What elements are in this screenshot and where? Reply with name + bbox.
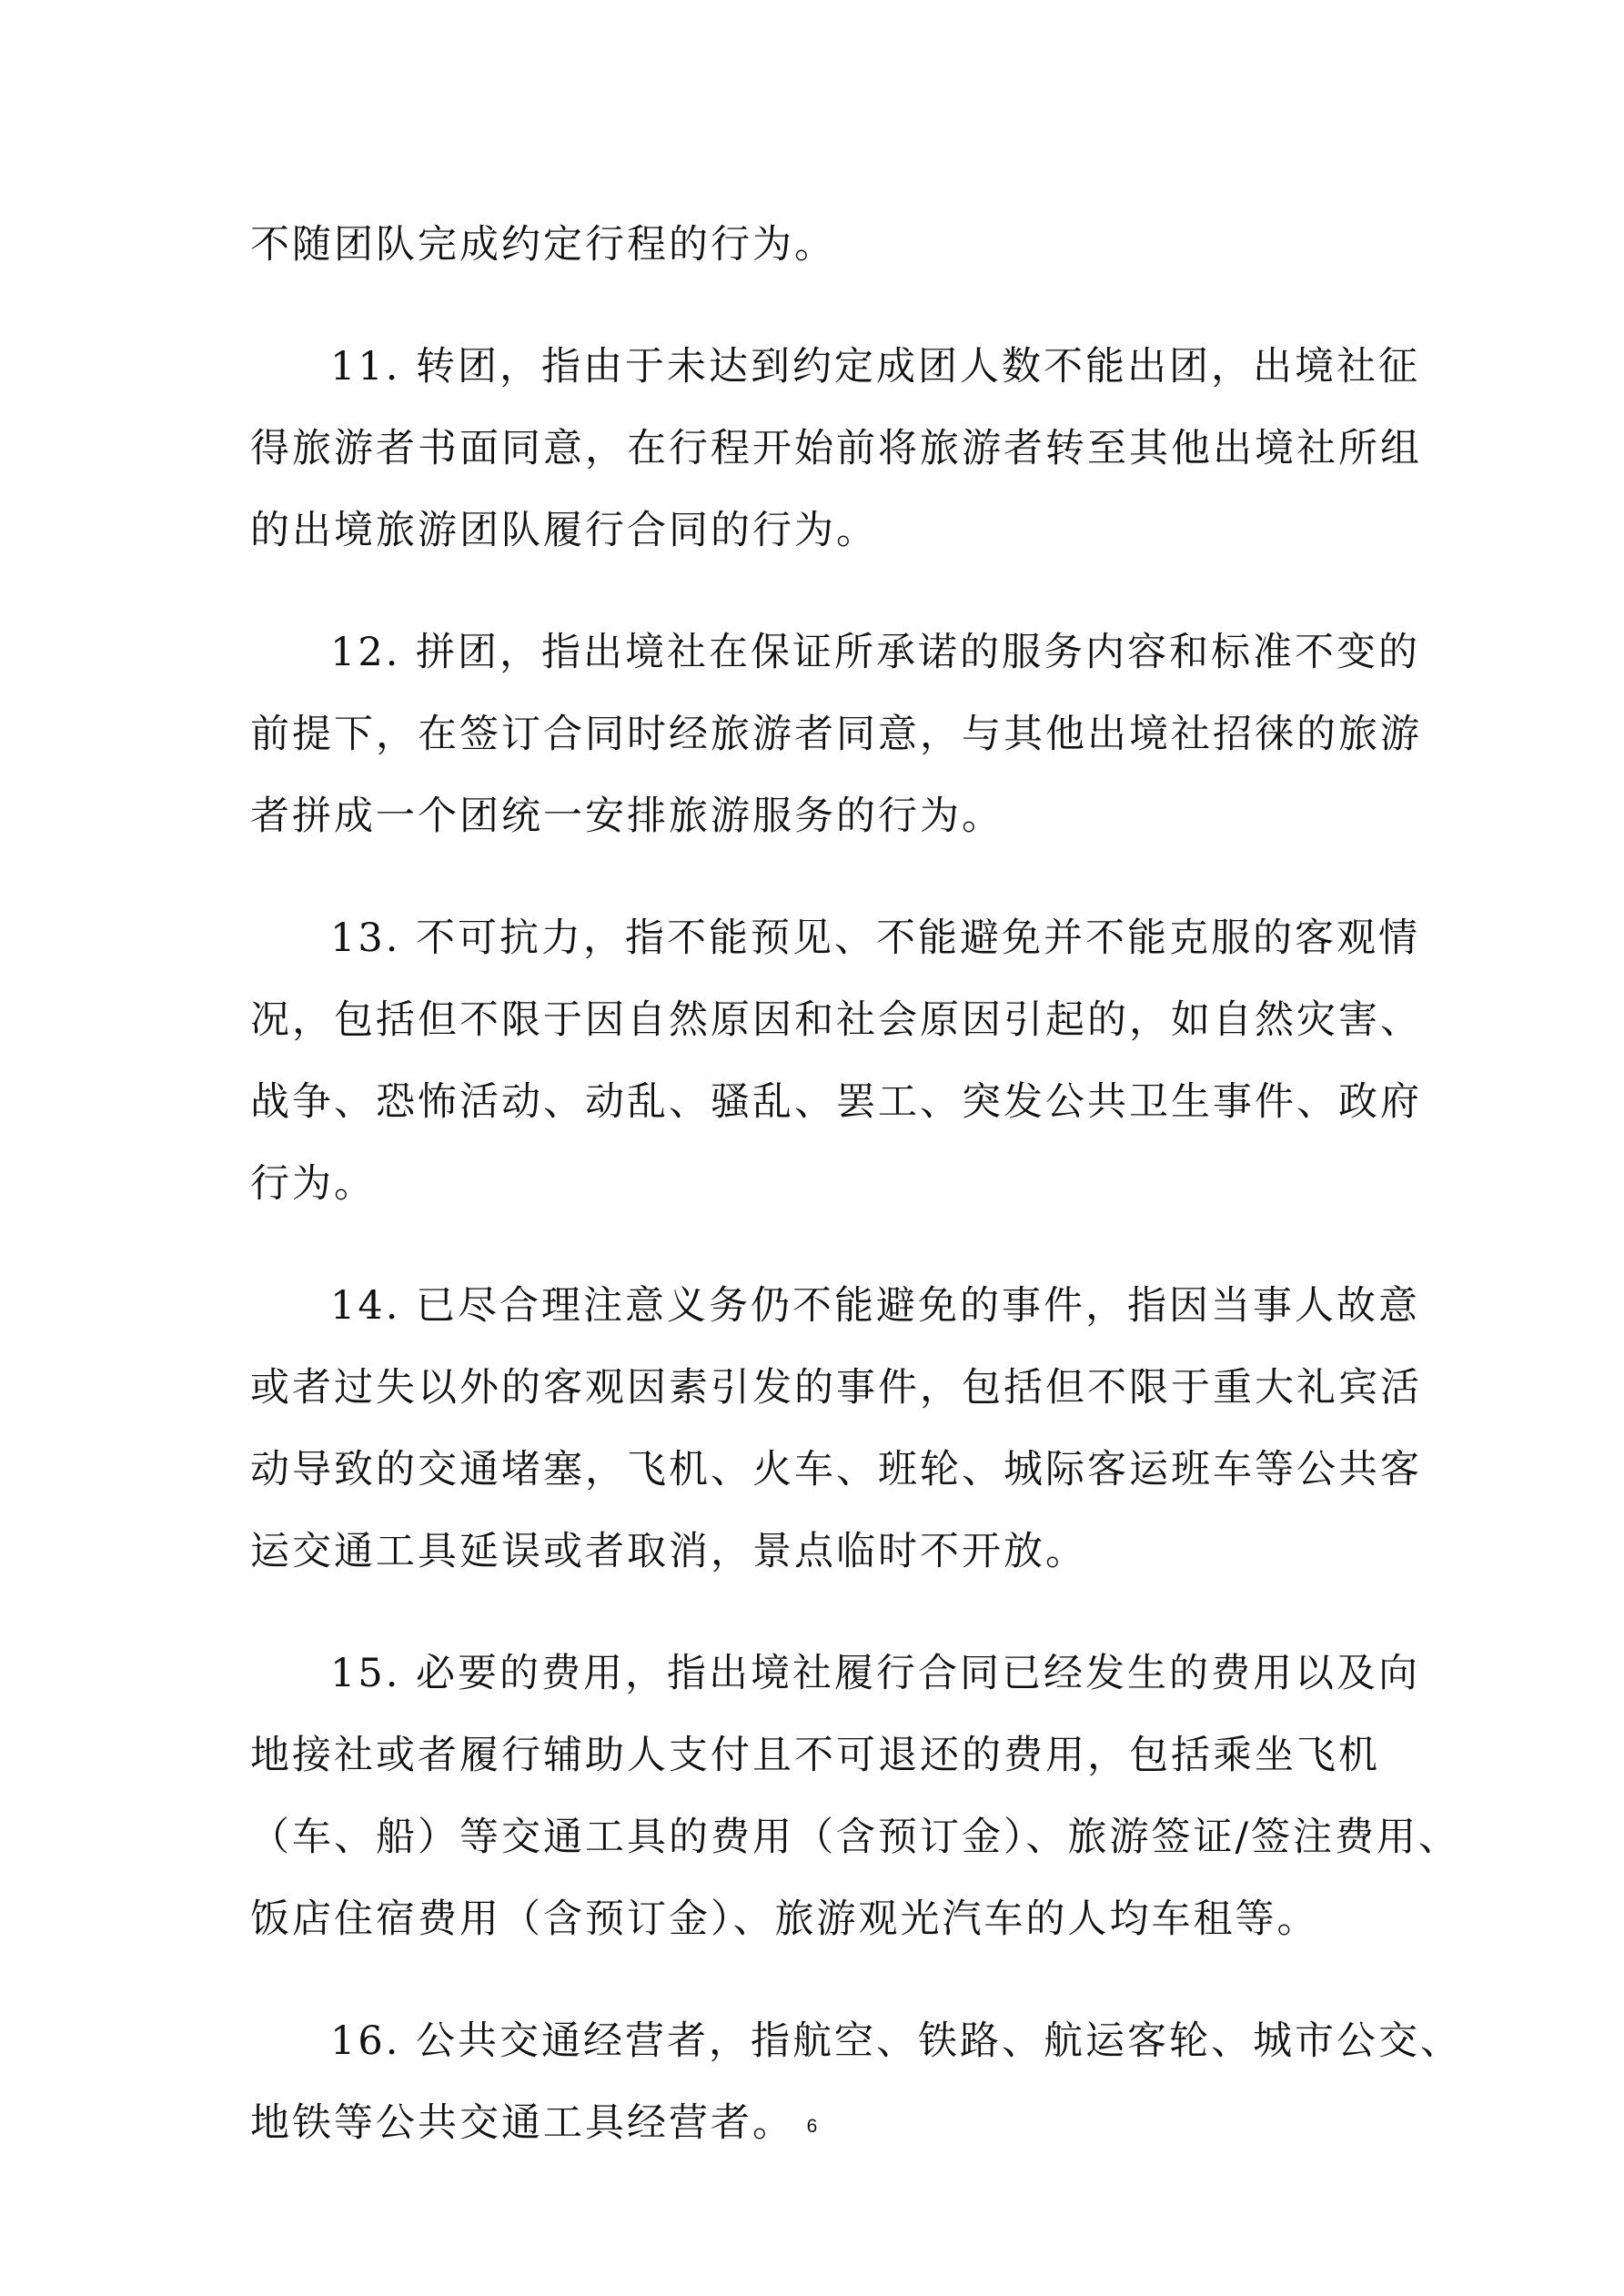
text-line: 的出境旅游团队履行合同的行为。 — [250, 508, 878, 553]
text-line: （车、船）等交通工具的费用（含预订金）、旅游签证/签注费用、 — [250, 1815, 1460, 1860]
text-line: 饭店住宿费用（含预订金）、旅游观光汽车的人均车租等。 — [250, 1896, 1319, 1942]
paragraph-item-16 — [250, 2000, 1463, 2164]
text-line: 或者过失以外的客观因素引发的事件，包括但不限于重大礼宾活 — [250, 1365, 1422, 1411]
text-line: 得旅游者书面同意，在行程开始前将旅游者转至其他出境社所组 — [250, 426, 1422, 471]
text-line: 16. 公共交通经营者，指航空、铁路、航运客轮、城市公交、 — [330, 2018, 1463, 2064]
paragraph-item-14 — [250, 1265, 1422, 1593]
text-line: 况，包括但不限于因自然原因和社会原因引起的，如自然灾害、 — [250, 997, 1422, 1043]
text-line: 15. 必要的费用，指出境社履行合同已经发生的费用以及向 — [330, 1651, 1421, 1696]
text-line: 者拼成一个团统一安排旅游服务的行为。 — [250, 794, 1004, 839]
text-line: 地接社或者履行辅助人支付且不可退还的费用，包括乘坐飞机 — [250, 1733, 1380, 1778]
paragraph-item-11 — [250, 326, 1422, 571]
paragraph-item-13 — [250, 897, 1422, 1225]
text-line: 12. 拼团，指出境社在保证所承诺的服务内容和标准不变的 — [330, 630, 1421, 675]
body-text — [250, 204, 1463, 2164]
page-number: 6 — [806, 2116, 818, 2137]
text-line: 地铁等公共交通工具经营者。 — [250, 2100, 794, 2146]
text-line: 13. 不可抗力，指不能预见、不能避免并不能克服的客观情 — [330, 915, 1421, 961]
text-line: 11. 转团，指由于未达到约定成团人数不能出团，出境社征 — [330, 344, 1421, 389]
paragraph-item-15 — [250, 1633, 1460, 1960]
text-line: 前提下，在签订合同时经旅游者同意，与其他出境社招徕的旅游 — [250, 712, 1422, 757]
text-line: 不随团队完成约定行程的行为。 — [250, 222, 836, 268]
text-line: 动导致的交通堵塞，飞机、火车、班轮、城际客运班车等公共客 — [250, 1447, 1422, 1492]
paragraph-continuation — [250, 204, 1387, 286]
text-line: 战争、恐怖活动、动乱、骚乱、罢工、突发公共卫生事件、政府 — [250, 1079, 1422, 1125]
text-line: 运交通工具延误或者取消，景点临时不开放。 — [250, 1529, 1087, 1574]
text-line: 14. 已尽合理注意义务仍不能避免的事件，指因当事人故意 — [330, 1283, 1421, 1329]
text-line: 行为。 — [250, 1161, 376, 1207]
paragraph-item-12 — [250, 612, 1422, 857]
